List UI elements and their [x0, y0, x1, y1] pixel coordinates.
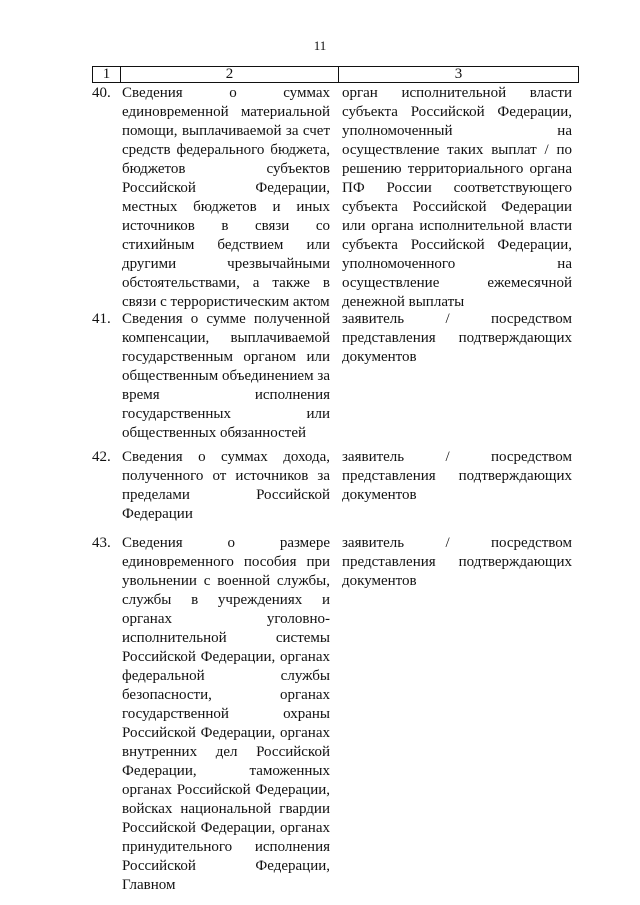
- row-description: Сведения о суммах единовременной материальной помощи, выплачиваемой за счет средств федерального бюджета, бюджетов субъектов Российской Федерации, местных бюджетов и иных источников в связи со стихийным бедствием или другими чрезвычайными обстоятельствами, а также в связи с террористическим актом: [122, 85, 330, 310]
- column-header-table: [92, 66, 579, 83]
- column-header-1: 1: [93, 67, 121, 83]
- row-source: заявитель / посредством представления подтверждающих документов: [342, 449, 572, 503]
- row-number: 41.: [92, 311, 111, 327]
- row-number: 43.: [92, 535, 111, 551]
- row-number: 40.: [92, 85, 111, 101]
- row-number: 42.: [92, 449, 111, 465]
- row-source: заявитель / посредством представления подтверждающих документов: [342, 535, 572, 589]
- row-description: Сведения о сумме полученной компенсации, выплачиваемой государственным органом или общественным объединением за время исполнения государственных или общественных обязанностей: [122, 311, 330, 441]
- column-header-row: [93, 67, 579, 83]
- row-description: Сведения о размере единовременного пособия при увольнении с военной службы, службы в учреждениях и органах уголовно-исполнительной системы Российской Федерации, органах федеральной службы безопасности, органах государственной охраны Российской Федерации, органах внутренних дел Российской Федерации, таможенных органах Российской Федерации, войсках национальной гвардии Российской Федерации, органах принудительного исполнения Российской Федерации, Главном: [122, 535, 330, 893]
- page-number: 11: [313, 38, 327, 53]
- column-header-3: 3: [339, 67, 579, 83]
- row-source: заявитель / посредством представления подтверждающих документов: [342, 311, 572, 365]
- row-description: Сведения о суммах дохода, полученного от источников за пределами Российской Федерации: [122, 449, 330, 522]
- row-source: орган исполнительной власти субъекта Российской Федерации, уполномоченный на осуществление таких выплат / по решению территориального органа ПФ России соответствующего субъекта Российской Федерации или органа исполнительной власти субъекта Российской Федерации, уполномоченного на осуществление ежемесячной денежной выплаты: [342, 85, 572, 310]
- column-header-2: 2: [121, 67, 339, 83]
